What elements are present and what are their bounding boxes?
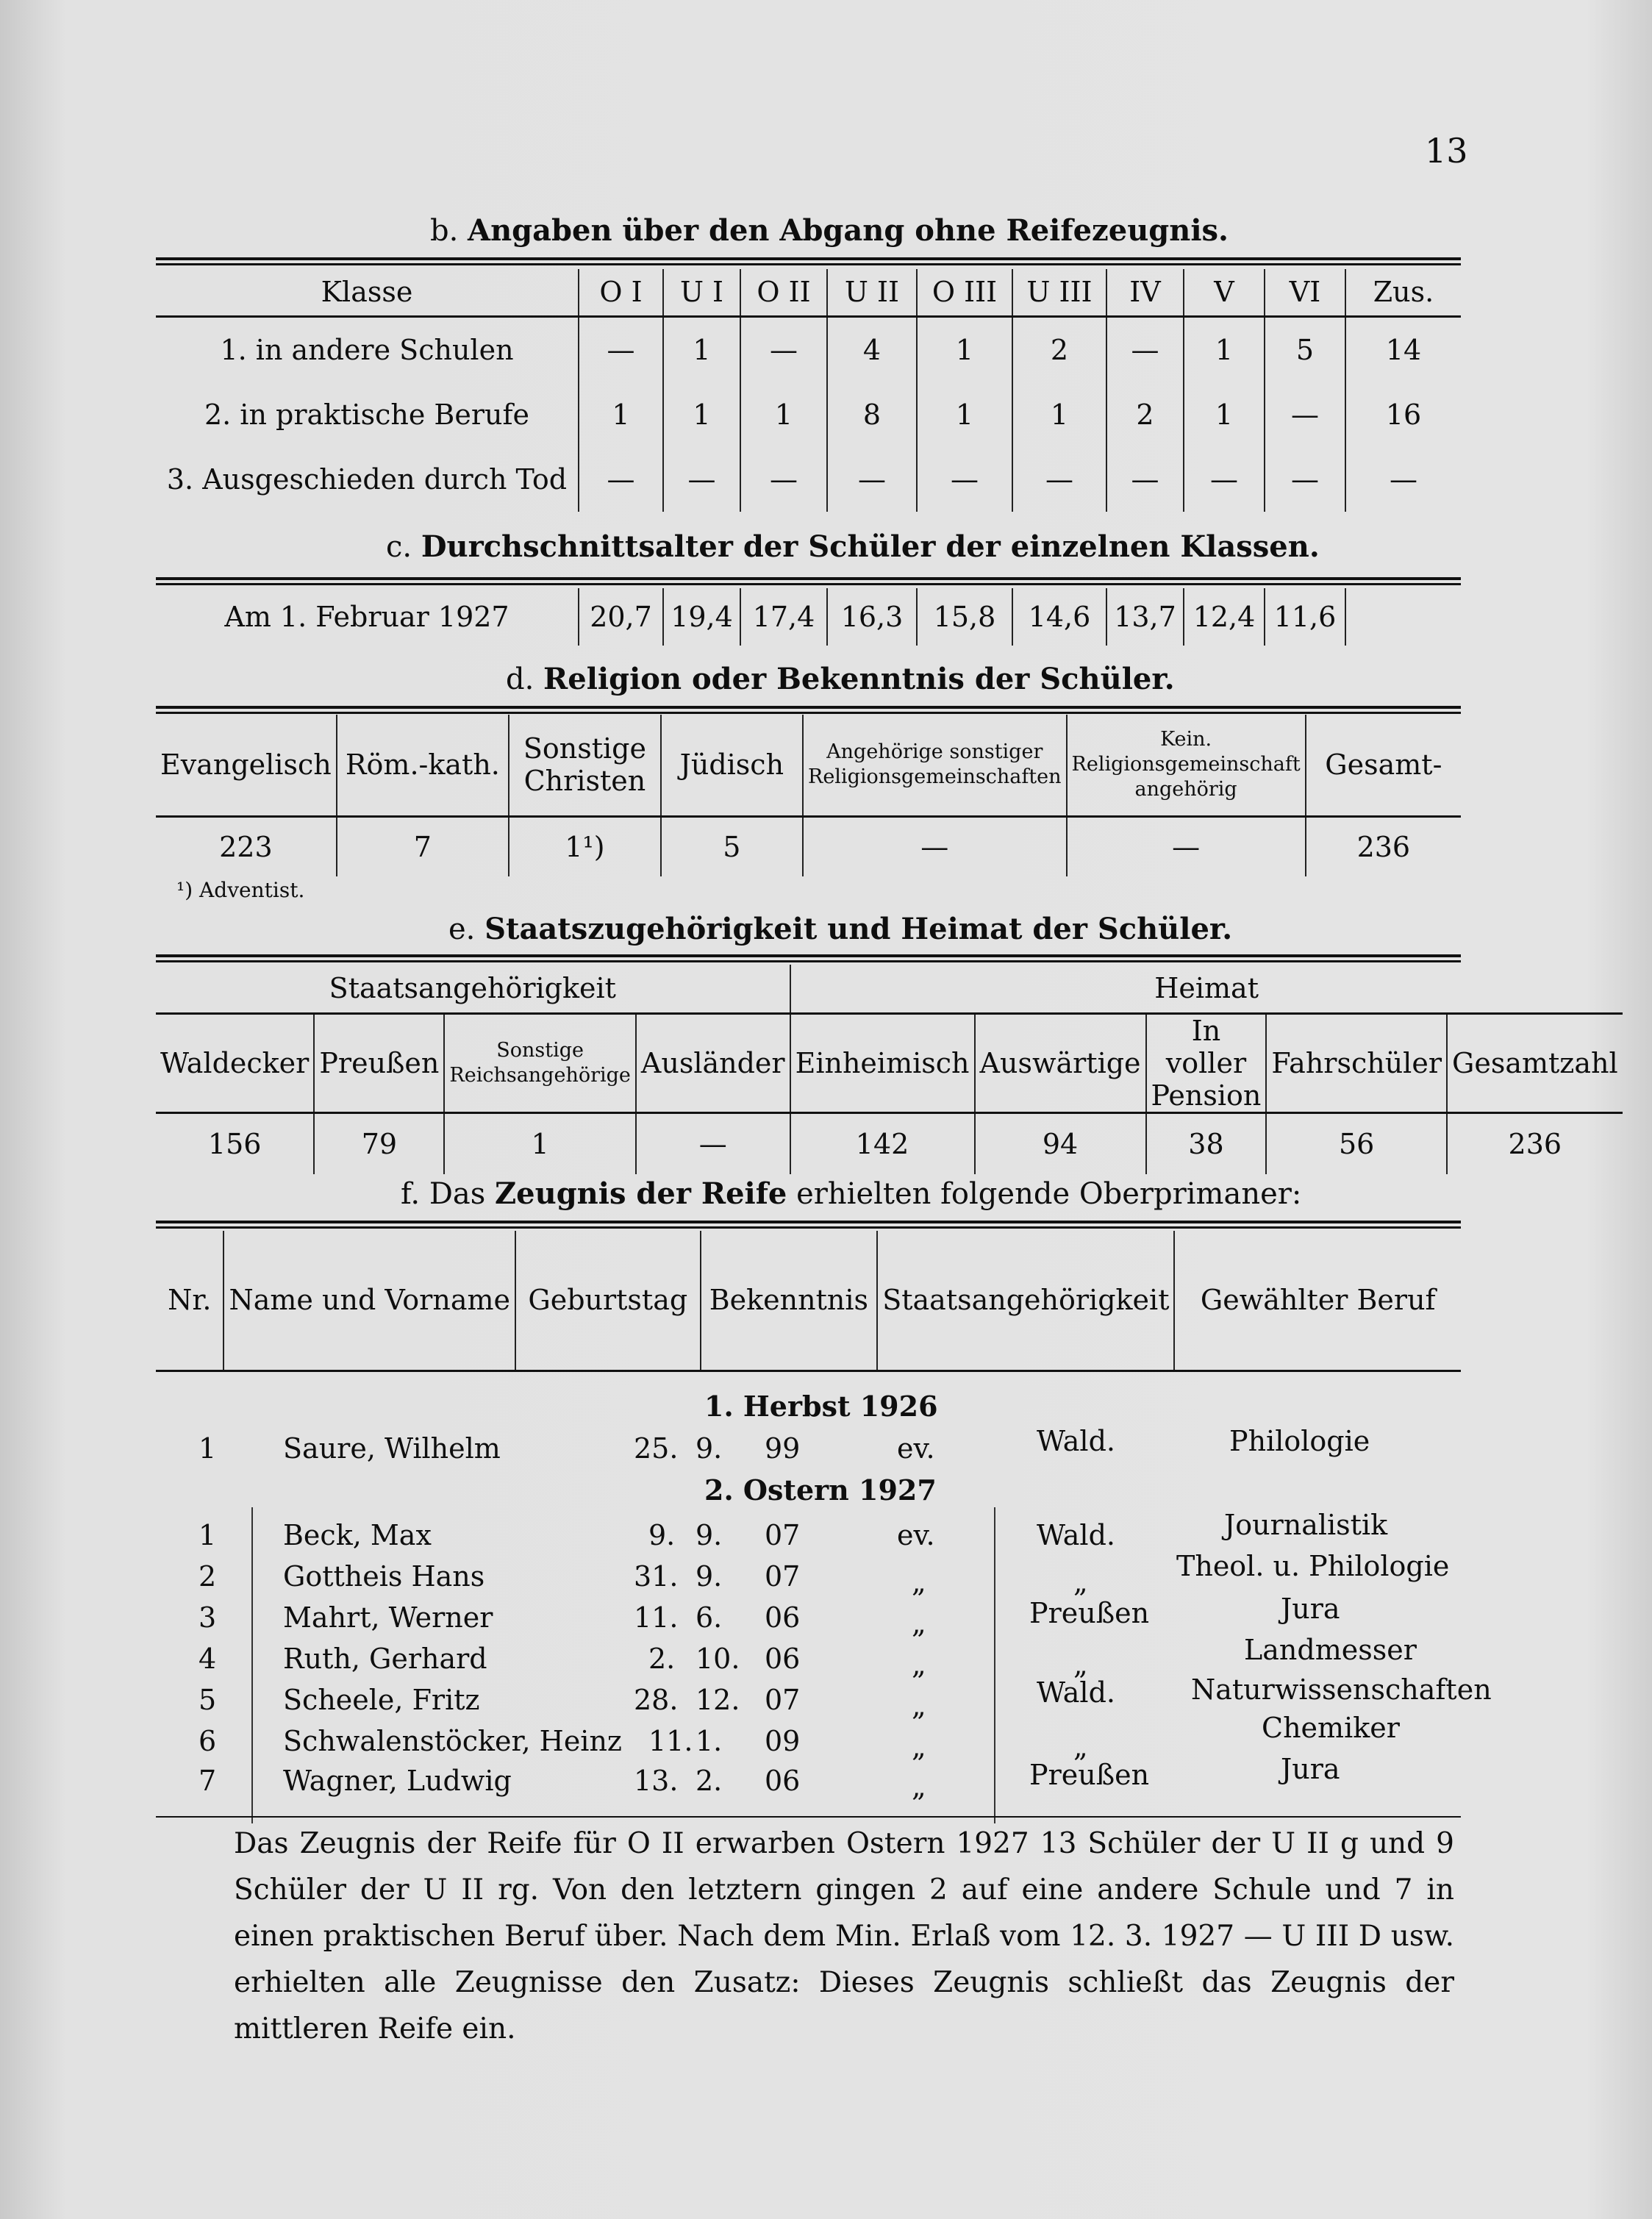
rule-f-top [156, 1221, 1461, 1223]
rule-f-top-2 [156, 1226, 1461, 1229]
table-row [156, 588, 1461, 646]
header-cell: In voller Pension [1146, 1013, 1267, 1112]
section-f-heading [401, 1176, 1301, 1211]
section-e-title: Staatszugehörigkeit und Heimat der Schüler. [484, 912, 1233, 946]
table-cell: — [1106, 447, 1184, 512]
table-cell: 16 [1345, 382, 1461, 447]
header-cell: Kein. Religionsgemeinschaft angehörig [1067, 715, 1306, 816]
header-cell: Jüdisch [661, 715, 803, 816]
header-cell: Ausländer [636, 1013, 790, 1112]
group-header-heimat: Heimat [790, 965, 1623, 1013]
student-day: 13. [634, 1765, 679, 1797]
table-row [156, 382, 1461, 447]
table-row [156, 816, 1461, 876]
table-cell: 1 [917, 382, 1012, 447]
table-cell: — [1067, 816, 1306, 876]
table-cell: 2 [1012, 316, 1106, 382]
student-nr: 1 [199, 1432, 217, 1465]
table-cell: Am 1. Februar 1927 [224, 601, 509, 633]
student-year: 06 [765, 1601, 801, 1634]
student-staat: „ [1073, 1648, 1088, 1681]
student-month: 6. [696, 1601, 723, 1634]
table-cell: — [1106, 316, 1184, 382]
student-month: 10. [696, 1643, 740, 1675]
student-bekenntnis: „ [912, 1566, 926, 1598]
table-cell: — [917, 447, 1012, 512]
group-label-ostern: 2. Ostern 1927 [704, 1473, 937, 1507]
table-cell: 1 [917, 316, 1012, 382]
student-day: 2. [648, 1643, 676, 1675]
student-bekenntnis: „ [912, 1607, 926, 1640]
table-cell: 223 [219, 830, 273, 863]
header-cell: Fahrschüler [1266, 1013, 1447, 1112]
student-staat: Wald. [1037, 1425, 1115, 1457]
student-staat: Wald. [1037, 1676, 1115, 1709]
table-cell: — [1012, 447, 1106, 512]
section-b-heading [430, 213, 1229, 248]
student-year: 07 [765, 1560, 801, 1593]
student-bekenntnis: „ [912, 1690, 926, 1722]
footnote: ¹) Adventist. [176, 878, 305, 902]
header-cell: Auswärtige [975, 1013, 1146, 1112]
student-beruf: Jura [1281, 1593, 1340, 1625]
table-cell: — [663, 447, 740, 512]
table-group-header-row [156, 965, 1623, 1013]
table-cell: 142 [790, 1112, 975, 1174]
column-rule [994, 1507, 995, 1823]
section-c-letter: c. [386, 530, 412, 564]
student-bekenntnis: ev. [897, 1519, 935, 1551]
student-beruf: Theol. u. Philologie [1176, 1550, 1450, 1582]
group-label-herbst: 1. Herbst 1926 [704, 1390, 938, 1423]
table-cell: — [1265, 447, 1345, 512]
rule-f-bottom [156, 1816, 1461, 1818]
student-name: Ruth, Gerhard [283, 1643, 487, 1675]
header-cell: Name und Vorname [224, 1231, 515, 1371]
student-bekenntnis: ev. [897, 1432, 935, 1465]
rule-b-top-2 [156, 263, 1461, 265]
student-nr: 3 [199, 1601, 217, 1634]
student-nr: 4 [199, 1643, 217, 1675]
table-header-row [156, 1231, 1461, 1371]
table-religion [156, 715, 1461, 876]
table-cell: 236 [1447, 1112, 1623, 1174]
student-month: 2. [696, 1765, 723, 1797]
header-cell: Sonstige Christen [509, 715, 661, 816]
table-cell: 79 [314, 1112, 444, 1174]
table-cell: — [827, 447, 917, 512]
table-cell: 236 [1306, 816, 1461, 876]
rule-d-top [156, 706, 1461, 709]
table-staatszugehoerigkeit [156, 965, 1623, 1174]
header-cell: VI [1265, 269, 1345, 316]
header-cell: Sonstige Reichsangehörige [444, 1013, 636, 1112]
table-cell: 11,6 [1265, 588, 1345, 646]
header-cell: V [1184, 269, 1265, 316]
table-cell: 156 [207, 1127, 262, 1160]
student-day: 11. [648, 1725, 693, 1757]
table-cell: 13,7 [1106, 588, 1184, 646]
student-month: 12. [696, 1684, 740, 1716]
table-reifezeugnis-header [156, 1231, 1461, 1372]
table-cell: 1¹) [509, 816, 661, 876]
table-cell: — [636, 1112, 790, 1174]
section-d-letter: d. [506, 662, 534, 696]
student-day: 9. [648, 1519, 676, 1551]
section-f-title-post: erhielten folgende Oberprimaner: [796, 1177, 1302, 1211]
table-cell: 1. in andere Schulen [220, 333, 514, 366]
table-cell: 12,4 [1184, 588, 1265, 646]
student-day: 25. [634, 1432, 679, 1465]
section-c-heading [386, 529, 1320, 564]
student-nr: 2 [199, 1560, 217, 1593]
student-name: Saure, Wilhelm [283, 1432, 501, 1465]
header-cell: Gesamt- [1306, 715, 1461, 816]
student-staat: Preußen [1029, 1759, 1150, 1791]
table-cell: 38 [1146, 1112, 1267, 1174]
table-cell: — [579, 447, 663, 512]
table-cell: 14 [1345, 316, 1461, 382]
section-b-letter: b. [430, 214, 459, 248]
student-name: Beck, Max [283, 1519, 432, 1551]
header-cell: Waldecker [160, 1046, 310, 1079]
student-beruf: Naturwissenschaften [1191, 1673, 1492, 1706]
student-beruf: Chemiker [1262, 1712, 1400, 1744]
student-day: 31. [634, 1560, 679, 1593]
header-cell: Klasse [321, 276, 413, 309]
student-name: Scheele, Fritz [283, 1684, 480, 1716]
section-c-title: Durchschnittsalter der Schüler der einzelnen Klassen. [421, 529, 1320, 564]
header-cell: IV [1106, 269, 1184, 316]
student-month: 9. [696, 1519, 723, 1551]
student-bekenntnis: „ [912, 1731, 926, 1763]
table-row [156, 1112, 1623, 1174]
group-header-staatsangehoerigkeit: Staatsangehörigkeit [329, 972, 616, 1005]
header-cell: Staatsangehörigkeit [877, 1231, 1174, 1371]
table-cell: — [1265, 382, 1345, 447]
table-cell: 7 [337, 816, 509, 876]
student-nr: 5 [199, 1684, 217, 1716]
header-cell: Preußen [314, 1013, 444, 1112]
student-day: 11. [634, 1601, 679, 1634]
header-cell: Nr. [168, 1284, 212, 1317]
table-cell: 1 [1184, 316, 1265, 382]
table-cell: 56 [1266, 1112, 1447, 1174]
section-f-letter: f. [401, 1177, 421, 1211]
table-cell: 16,3 [827, 588, 917, 646]
student-year: 06 [765, 1643, 801, 1675]
table-cell: 14,6 [1012, 588, 1106, 646]
student-staat: Preußen [1029, 1597, 1150, 1629]
table-cell: 20,7 [579, 588, 663, 646]
student-month: 1. [696, 1725, 723, 1757]
header-cell: Evangelisch [160, 748, 332, 782]
student-year: 07 [765, 1684, 801, 1716]
table-cell: 15,8 [917, 588, 1012, 646]
section-f-title-pre: Das [429, 1177, 486, 1211]
table-cell: — [1345, 447, 1461, 512]
table-cell: 8 [827, 382, 917, 447]
table-cell: 94 [975, 1112, 1146, 1174]
table-durchschnittsalter [156, 588, 1461, 646]
rule-c-top [156, 577, 1461, 580]
table-header-row [156, 269, 1461, 316]
rule-c-top-2 [156, 583, 1461, 585]
table-header-row [156, 715, 1461, 816]
section-e-letter: e. [448, 912, 476, 946]
header-cell: Einheimisch [790, 1013, 975, 1112]
section-e-heading [448, 912, 1232, 946]
table-cell: 19,4 [663, 588, 740, 646]
header-cell: Bekenntnis [701, 1231, 878, 1371]
student-nr: 7 [199, 1765, 217, 1797]
section-f-title-bold: Zeugnis der Reife [494, 1176, 787, 1211]
table-abgang [156, 269, 1461, 512]
student-day: 28. [634, 1684, 679, 1716]
section-b-title: Angaben über den Abgang ohne Reifezeugnis. [468, 213, 1229, 248]
student-name: Gottheis Hans [283, 1560, 485, 1593]
student-nr: 1 [199, 1519, 217, 1551]
student-nr: 6 [199, 1725, 217, 1757]
header-cell: U I [663, 269, 740, 316]
table-header-row [156, 1013, 1623, 1112]
student-year: 07 [765, 1519, 801, 1551]
student-bekenntnis: „ [912, 1648, 926, 1681]
table-cell: 1 [1184, 382, 1265, 447]
table-cell: — [1184, 447, 1265, 512]
student-month: 9. [696, 1560, 723, 1593]
header-cell: Röm.-kath. [337, 715, 509, 816]
section-d-title: Religion oder Bekenntnis der Schüler. [543, 662, 1175, 696]
table-cell: 1 [663, 382, 740, 447]
table-cell: 3. Ausgeschieden durch Tod [166, 463, 568, 496]
student-staat: Wald. [1037, 1519, 1115, 1551]
header-cell: O III [917, 269, 1012, 316]
student-beruf: Journalistik [1224, 1509, 1388, 1541]
header-cell: O I [579, 269, 663, 316]
header-cell: U III [1012, 269, 1106, 316]
rule-e-top [156, 954, 1461, 957]
student-year: 06 [765, 1765, 801, 1797]
section-d-heading [506, 662, 1175, 696]
column-rule [251, 1507, 253, 1823]
rule-e-top-2 [156, 960, 1461, 962]
student-name: Mahrt, Werner [283, 1601, 493, 1634]
table-cell: 5 [1265, 316, 1345, 382]
header-cell: O II [740, 269, 827, 316]
table-cell: 2. in praktische Berufe [204, 399, 530, 431]
rule-d-top-2 [156, 712, 1461, 714]
student-beruf: Philologie [1229, 1425, 1370, 1457]
table-cell: 5 [661, 816, 803, 876]
table-cell: 4 [827, 316, 917, 382]
header-cell: U II [827, 269, 917, 316]
student-beruf: Jura [1281, 1753, 1340, 1785]
table-cell: — [803, 816, 1067, 876]
table-cell: 1 [444, 1112, 636, 1174]
header-cell: Gewählter Beruf [1174, 1231, 1461, 1371]
table-cell: 1 [1012, 382, 1106, 447]
table-row [156, 316, 1461, 382]
table-cell: — [740, 447, 827, 512]
page-number: 13 [1425, 131, 1468, 171]
table-cell: 2 [1106, 382, 1184, 447]
header-cell: Geburtstag [515, 1231, 701, 1371]
table-cell: 1 [663, 316, 740, 382]
table-cell: — [579, 316, 663, 382]
student-year: 99 [765, 1432, 801, 1465]
table-cell: 17,4 [740, 588, 827, 646]
header-cell: Angehörige sonstiger Religionsgemeinschaften [803, 715, 1067, 816]
student-month: 9. [696, 1432, 723, 1465]
table-cell: 1 [740, 382, 827, 447]
student-staat: „ [1073, 1566, 1088, 1598]
closing-paragraph: Das Zeugnis der Reife für O II erwarben Ostern 1927 13 Schüler der U II g und 9 Schüler der U II rg. Von den letztern gingen 2 auf eine andere Schule und 7 in einen praktischen Beruf über. Nach dem Min. Erlaß vom 12. 3. 1927 — U III D usw. erhielten alle Zeugnisse den Zusatz: Dieses Zeugnis schließt das Zeugnis der mittleren Reife ein. [234, 1827, 1454, 2045]
table-cell: — [740, 316, 827, 382]
rule-b-top [156, 257, 1461, 260]
table-row [156, 447, 1461, 512]
table-cell: 1 [579, 382, 663, 447]
header-cell: Gesamtzahl [1447, 1013, 1623, 1112]
student-year: 09 [765, 1725, 801, 1757]
header-cell: Zus. [1345, 269, 1461, 316]
table-cell [1345, 588, 1461, 646]
student-name: Wagner, Ludwig [283, 1765, 512, 1797]
student-bekenntnis: „ [912, 1770, 926, 1803]
student-name: Schwalenstöcker, Heinz [283, 1725, 622, 1757]
student-staat: „ [1073, 1731, 1088, 1763]
student-beruf: Landmesser [1244, 1634, 1417, 1666]
